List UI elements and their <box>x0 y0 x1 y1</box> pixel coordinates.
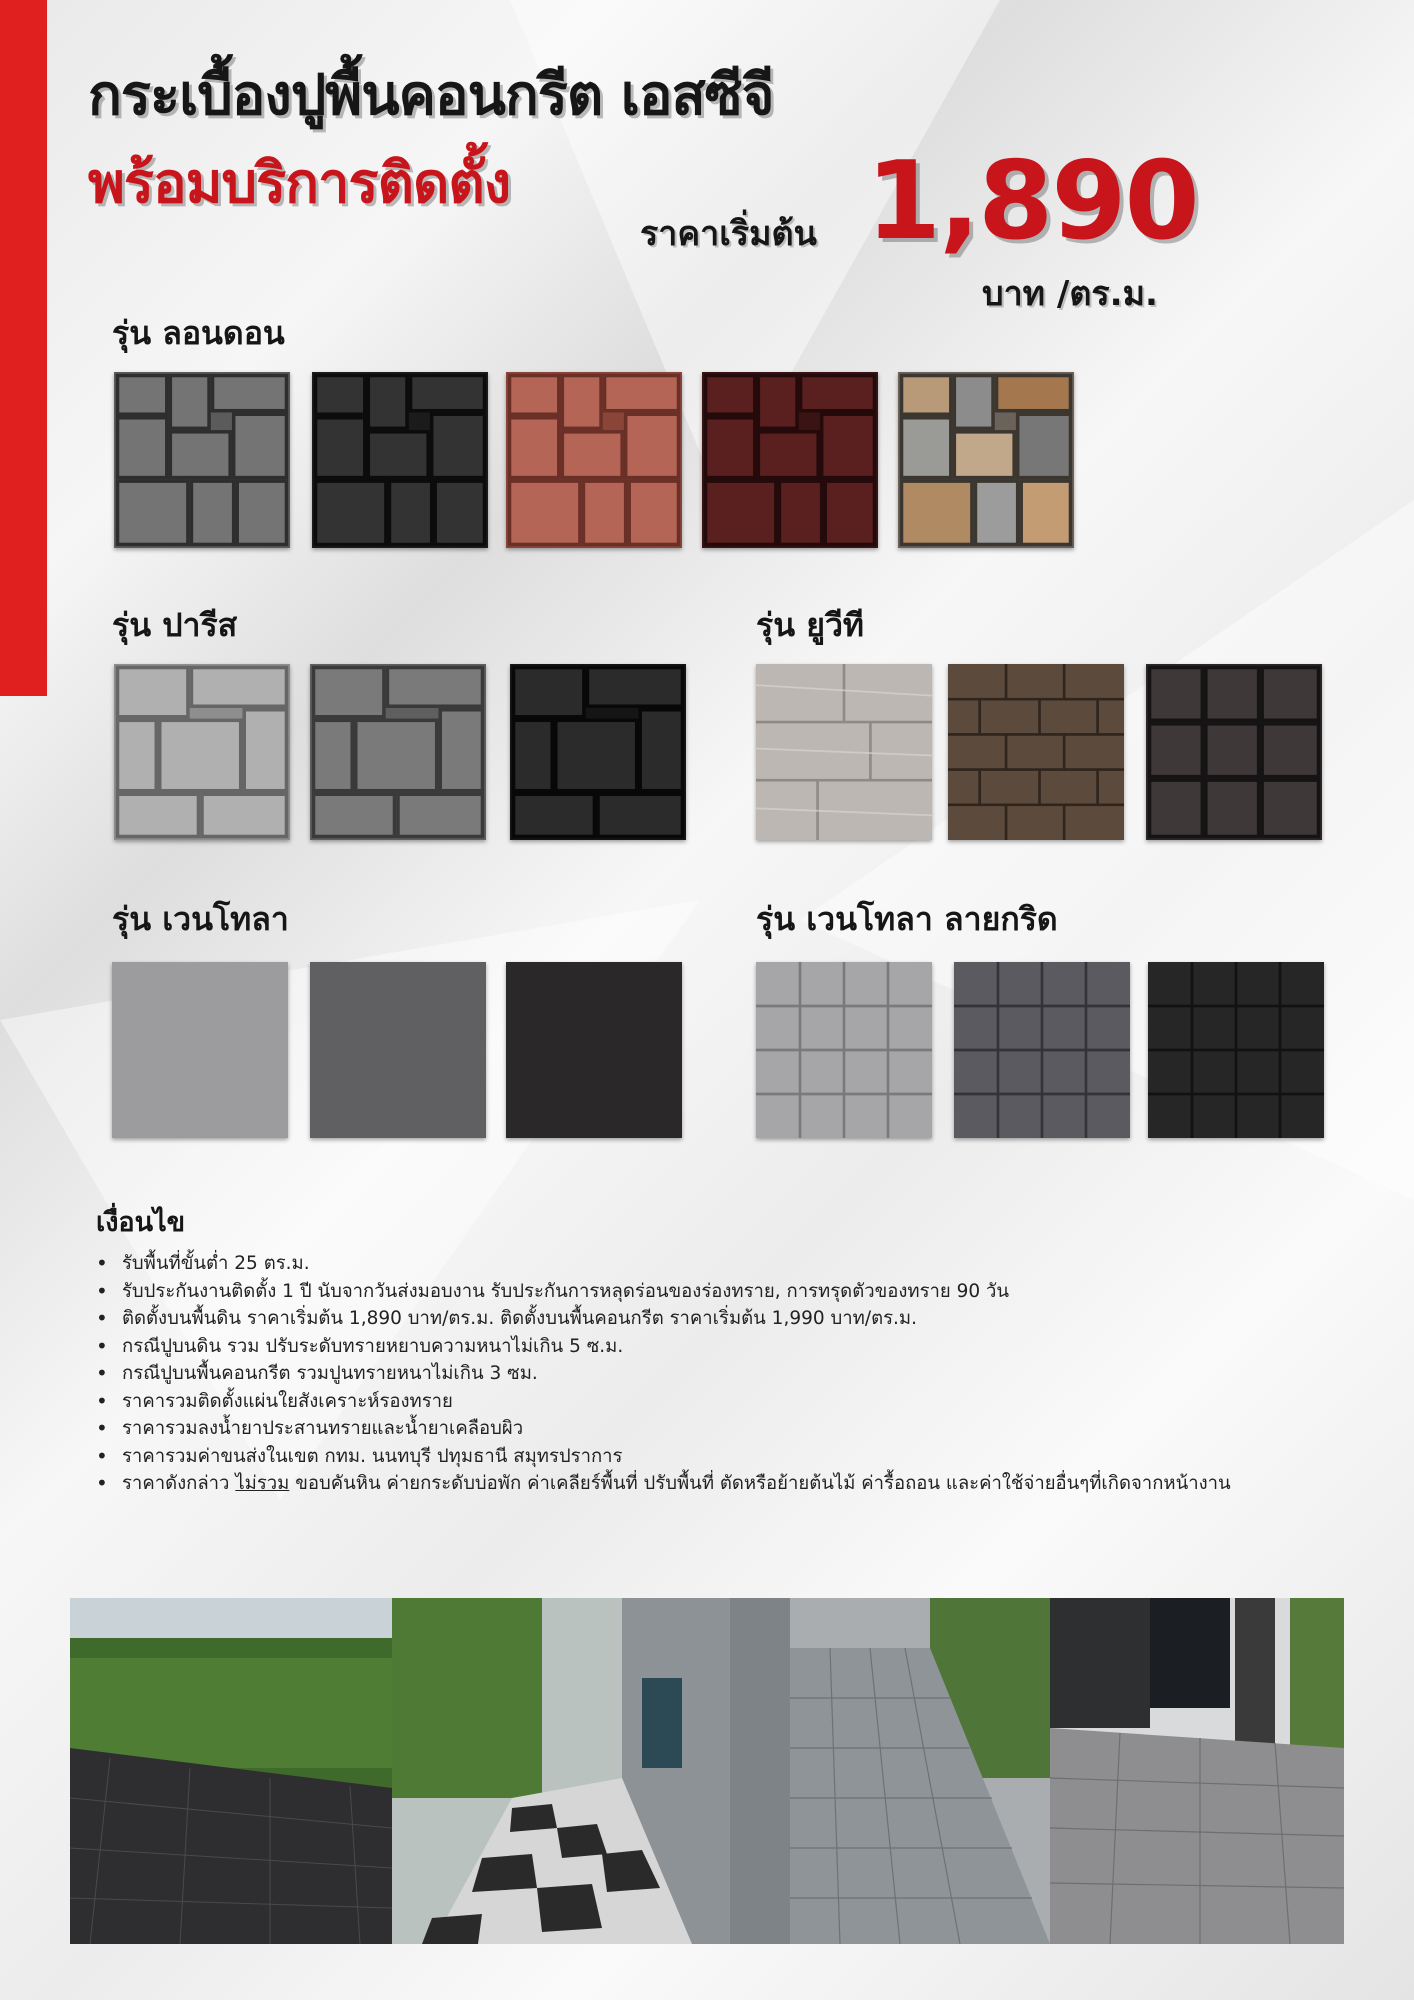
tile-london-maroon <box>702 372 878 548</box>
tile-london-grey <box>114 372 290 548</box>
tile-ventola-grey <box>310 962 486 1138</box>
series-title-ventola-grid: รุ่น เวนโทลา ลายกริด <box>756 900 1058 938</box>
price-unit: บาท /ตร.ม. <box>982 274 1158 314</box>
tile-ventola-light <box>112 962 288 1138</box>
tile-ventola-grid-dark <box>1148 962 1324 1138</box>
installation-photo-front-area <box>1050 1598 1344 1944</box>
exclusion-prefix: ราคาดังกล่าว <box>122 1473 236 1494</box>
condition-item-exclusions <box>96 1470 1336 1498</box>
tile-paris-light <box>114 664 290 840</box>
condition-item: • ราคารวมลงน้ำยาประสานทรายและน้ำยาเคลือบผิว <box>96 1415 1336 1443</box>
tile-uvt-light <box>756 664 932 840</box>
tile-london-black <box>312 372 488 548</box>
accent-bar <box>0 0 47 696</box>
condition-item: • รับพื้นที่ขั้นต่ำ 25 ตร.ม. <box>96 1250 1336 1278</box>
condition-item: • ติดตั้งบนพื้นดิน ราคาเริ่มต้น 1,890 บาท/ตร.ม. ติดตั้งบนพื้นคอนกรีต ราคาเริ่มต้น 1,990 บาท/ตร.ม. <box>96 1305 1336 1333</box>
installation-photo-checker-path <box>392 1598 730 1944</box>
condition-item: • ราคารวมติดตั้งแผ่นใยสังเคราะห์รองทราย <box>96 1388 1336 1416</box>
tile-uvt-brown <box>948 664 1124 840</box>
page-subtitle: พร้อมบริการติดตั้ง <box>88 151 511 216</box>
tile-london-terracotta <box>506 372 682 548</box>
conditions-list <box>96 1250 1336 1498</box>
exclusion-underlined: ไม่รวม <box>235 1473 290 1494</box>
page-title: กระเบื้องปูพื้นคอนกรีต เอสซีจี <box>88 63 774 128</box>
tile-uvt-dark <box>1146 664 1322 840</box>
conditions-title: เงื่อนไข <box>96 1207 186 1238</box>
condition-item: • กรณีปูบนดิน รวม ปรับระดับทรายหยาบความหนาไม่เกิน 5 ซ.ม. <box>96 1333 1336 1361</box>
series-title-london: รุ่น ลอนดอน <box>112 314 285 352</box>
tile-ventola-grid-light <box>756 962 932 1138</box>
series-title-ventola: รุ่น เวนโทลา <box>112 900 289 938</box>
condition-item: • ราคารวมค่าขนส่งในเขต กทม. นนทบุรี ปทุมธานี สมุทรปราการ <box>96 1443 1336 1471</box>
condition-item: • กรณีปูบนพื้นคอนกรีต รวมปูนทรายหนาไม่เกิน 3 ซม. <box>96 1360 1336 1388</box>
tile-ventola-grid-grey <box>954 962 1130 1138</box>
tile-paris-black <box>510 664 686 840</box>
installation-photo-side-walkway <box>730 1598 1050 1944</box>
series-title-paris: รุ่น ปารีส <box>112 606 238 644</box>
price-value: 1,890 <box>866 139 1198 264</box>
series-title-uvt: รุ่น ยูวีที <box>756 606 865 644</box>
installation-photo-hedge-path <box>70 1598 392 1944</box>
exclusion-suffix: ขอบคันหิน ค่ายกระดับบ่อพัก ค่าเคลียร์พื้นที่ ปรับพื้นที่ ตัดหรือย้ายต้นไม้ ค่ารื้อถอน และค่าใช้จ่ายอื่นๆที่เกิดจากหน้างาน <box>289 1473 1231 1494</box>
tile-paris-grey <box>310 664 486 840</box>
tile-ventola-dark <box>506 962 682 1138</box>
price-label: ราคาเริ่มต้น <box>640 214 817 254</box>
tile-london-mixed <box>898 372 1074 548</box>
condition-item: • รับประกันงานติดตั้ง 1 ปี นับจากวันส่งมอบงาน รับประกันการหลุดร่อนของร่องทราย, การทรุดตัวของทราย 90 วัน <box>96 1278 1336 1306</box>
